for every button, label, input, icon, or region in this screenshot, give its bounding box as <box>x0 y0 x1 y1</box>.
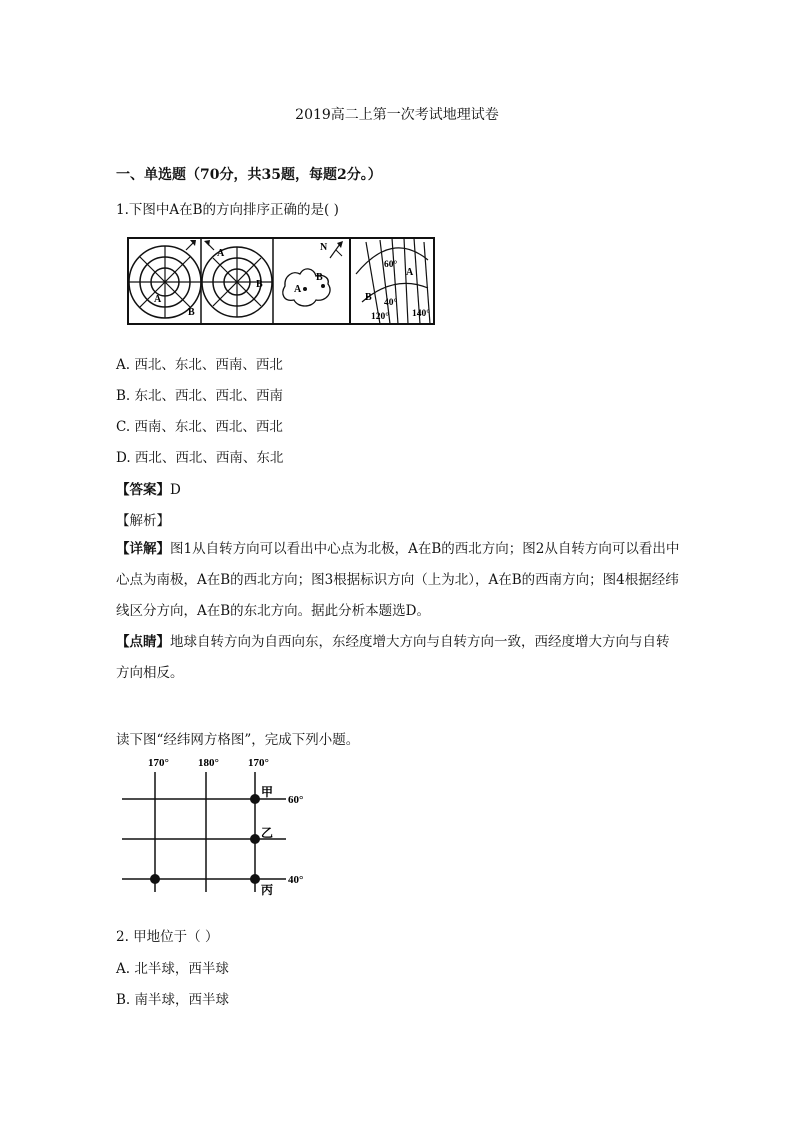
q1-option-a: A. 西北、东北、西南、西北 <box>116 357 283 373</box>
fig4-degree-60: 60° <box>384 260 398 270</box>
q1-option-d: D. 西北、西北、西南、东北 <box>116 450 284 466</box>
map-diagram-compass <box>283 241 343 306</box>
point-label-bing: 丙 <box>261 883 274 897</box>
answer-value: D <box>170 482 181 498</box>
tip-text: 地球自转方向为自西向东，东经度增大方向与自转方向一致，西经度增大方向与自转方向相反。 <box>116 634 670 681</box>
lat-label-40: 40° <box>288 874 304 886</box>
fig4-degree-140: 140° <box>412 309 431 319</box>
detail-text: 图1从自转方向可以看出中心点为北极，A在B的西北方向；图2从自转方向可以看出中心点为南极，A在B的西北方向；图3根据标识方向（上为北），A在B的西南方向；图4根据经纬线区分方向，A在B的东北方向。据此分析本题选D。 <box>116 541 680 619</box>
question-1-stem: 1.下图中A在B的方向排序正确的是( ) <box>116 202 339 218</box>
q2-option-a: A. 北半球，西半球 <box>116 961 229 977</box>
question-2-stem: 2. 甲地位于（ ） <box>116 929 219 945</box>
q2-option-b: B. 南半球，西半球 <box>116 992 230 1008</box>
q1-option-b: B. 东北、西北、西北、西南 <box>116 388 284 404</box>
lat-label-60: 60° <box>288 794 304 806</box>
point-label-yi: 乙 <box>261 826 274 840</box>
fig2-label-b: B <box>256 279 263 290</box>
graticule-diagram <box>356 238 430 324</box>
fig1-label-b: B <box>188 307 195 318</box>
q1-option-c: C. 西南、东北、西北、西北 <box>116 419 283 435</box>
direction-diagrams-figure <box>128 238 436 326</box>
tip-paragraph <box>116 627 682 689</box>
detail-paragraph <box>116 534 682 627</box>
lon-label-180: 180° <box>198 757 219 769</box>
tip-label: 【点睛】 <box>116 634 170 650</box>
fig3-label-n: N <box>320 242 328 253</box>
polar-diagram-north <box>129 240 201 318</box>
fig3-label-a: A <box>294 284 302 295</box>
fig4-degree-40: 40° <box>384 298 398 308</box>
point-label-jia: 甲 <box>261 785 274 799</box>
lon-label-170-west: 170° <box>148 757 169 769</box>
page-title: 2019高二上第一次考试地理试卷 <box>295 107 499 123</box>
answer-label: 【答案】 <box>116 482 170 498</box>
polar-diagram-south <box>202 240 272 317</box>
analysis-label: 【解析】 <box>116 513 170 529</box>
answer-line <box>116 478 181 498</box>
fig1-label-a: A <box>154 294 162 305</box>
fig4-label-a: A <box>406 267 414 278</box>
section-heading: 一、单选题（70分，共35题，每题2分。） <box>116 167 382 183</box>
passage-intro: 读下图“经纬网方格图”，完成下列小题。 <box>116 732 360 748</box>
fig4-degree-120: 120° <box>371 312 390 322</box>
fig3-label-b: B <box>316 272 323 283</box>
graticule-grid-figure <box>118 752 318 902</box>
detail-label: 【详解】 <box>116 541 170 557</box>
fig4-label-b: B <box>365 292 372 303</box>
fig2-label-a: A <box>217 248 225 259</box>
lon-label-170-east: 170° <box>248 757 269 769</box>
